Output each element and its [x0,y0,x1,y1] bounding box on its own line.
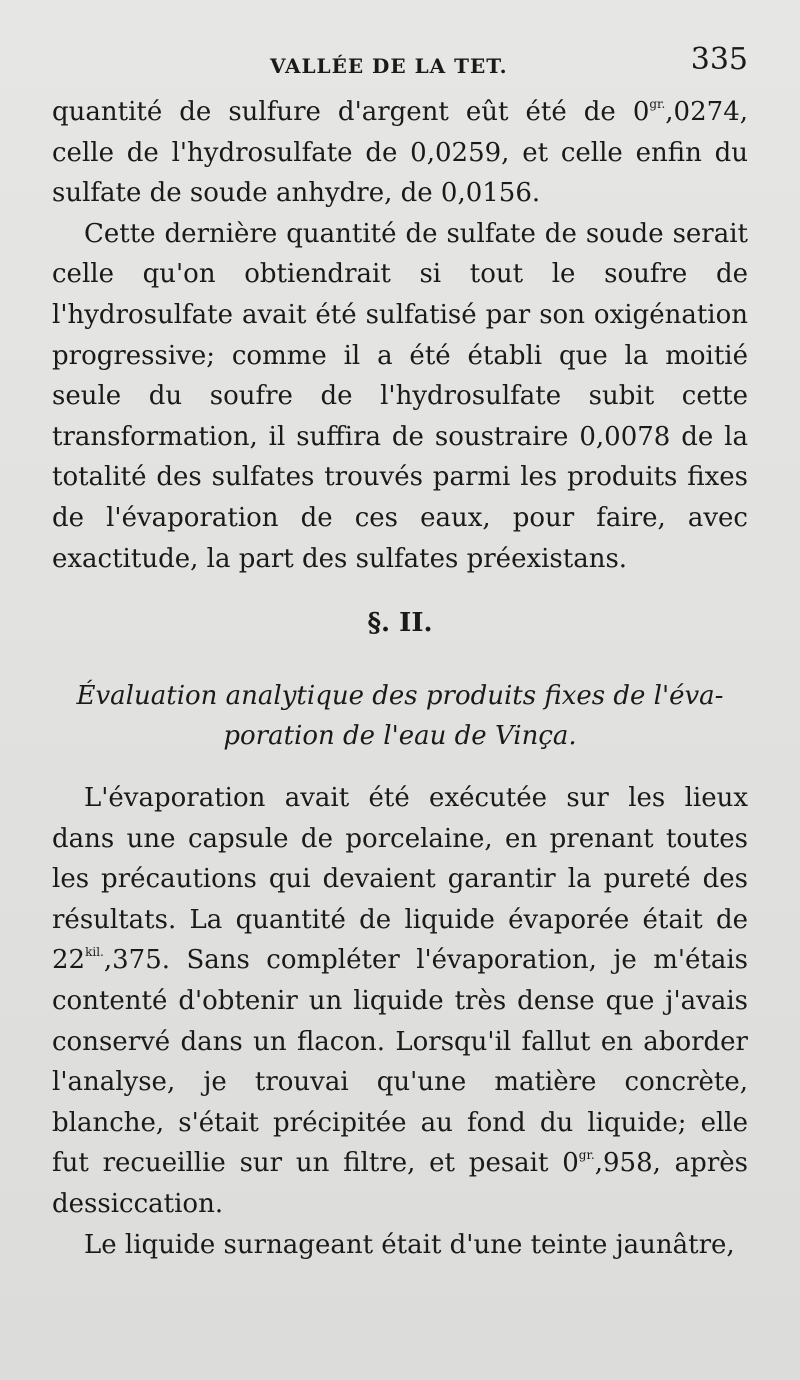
unit-superscript: kil. [85,945,104,960]
text-run: quantité de sulfure d'argent eût été de 0 [52,97,650,127]
unit-superscript: gr. [649,97,666,111]
section-title-line: Évaluation analytique des produits fixes de l'éva- [76,681,724,711]
text-run: L'évaporation avait été exécutée sur les lieux dans une capsule de porcelaine, en prenant toutes les précautions qui devaient garantir la pureté des résultats. La quantité de liquide évaporée était de 22 [52,783,748,976]
paragraph: Cette dernière quantité de sulfate de soude serait celle qu'on obtiendrait si tout le soufre de l'hydrosulfate avait été sulfatisé par son oxigénation progressive; comme il a été établi que la moitié seule du soufre de l'hydrosulfate subit cette transformation, il suffira de soustraire 0,0078 de la totalité des sulfates trouvés parmi les produits fixes de l'évaporation de ces eaux, pour faire, avec exactitude, la part des sulfates préexistans. [52,218,748,574]
section-title-line: poration de l'eau de Vinça. [223,721,577,751]
page-header [0,42,800,82]
text-run: ,958, après dessiccation. [52,1148,748,1219]
text-block-bottom [52,778,748,1265]
paragraph: Le liquide surnageant était d'une teinte jaunâtre, [84,1229,735,1260]
section-title [52,676,748,756]
text-block-top [52,92,748,579]
running-title: VALLÉE DE LA TET. [270,54,508,78]
unit-superscript: gr. [578,1148,595,1163]
section-number: §. II. [367,608,433,638]
text-run: ,375. Sans compléter l'évaporation, je m'étais contenté d'obtenir un liquide très dense que j'avais conservé dans un flacon. Lorsqu'il fallut en aborder l'analyse, je trouvai qu'une matière concrète, blanche, s'était précipitée au fond du liquide; elle fut recueillie sur un filtre, et pesait 0 [52,945,748,1179]
paragraph [52,778,748,1225]
paragraph-continued [52,92,748,214]
page-number: 335 [690,42,748,77]
text-run: ,0274, celle de l'hydrosulfate de 0,0259, et celle enfin du sulfate de soude anhydre, de 0,0156. [52,97,748,209]
